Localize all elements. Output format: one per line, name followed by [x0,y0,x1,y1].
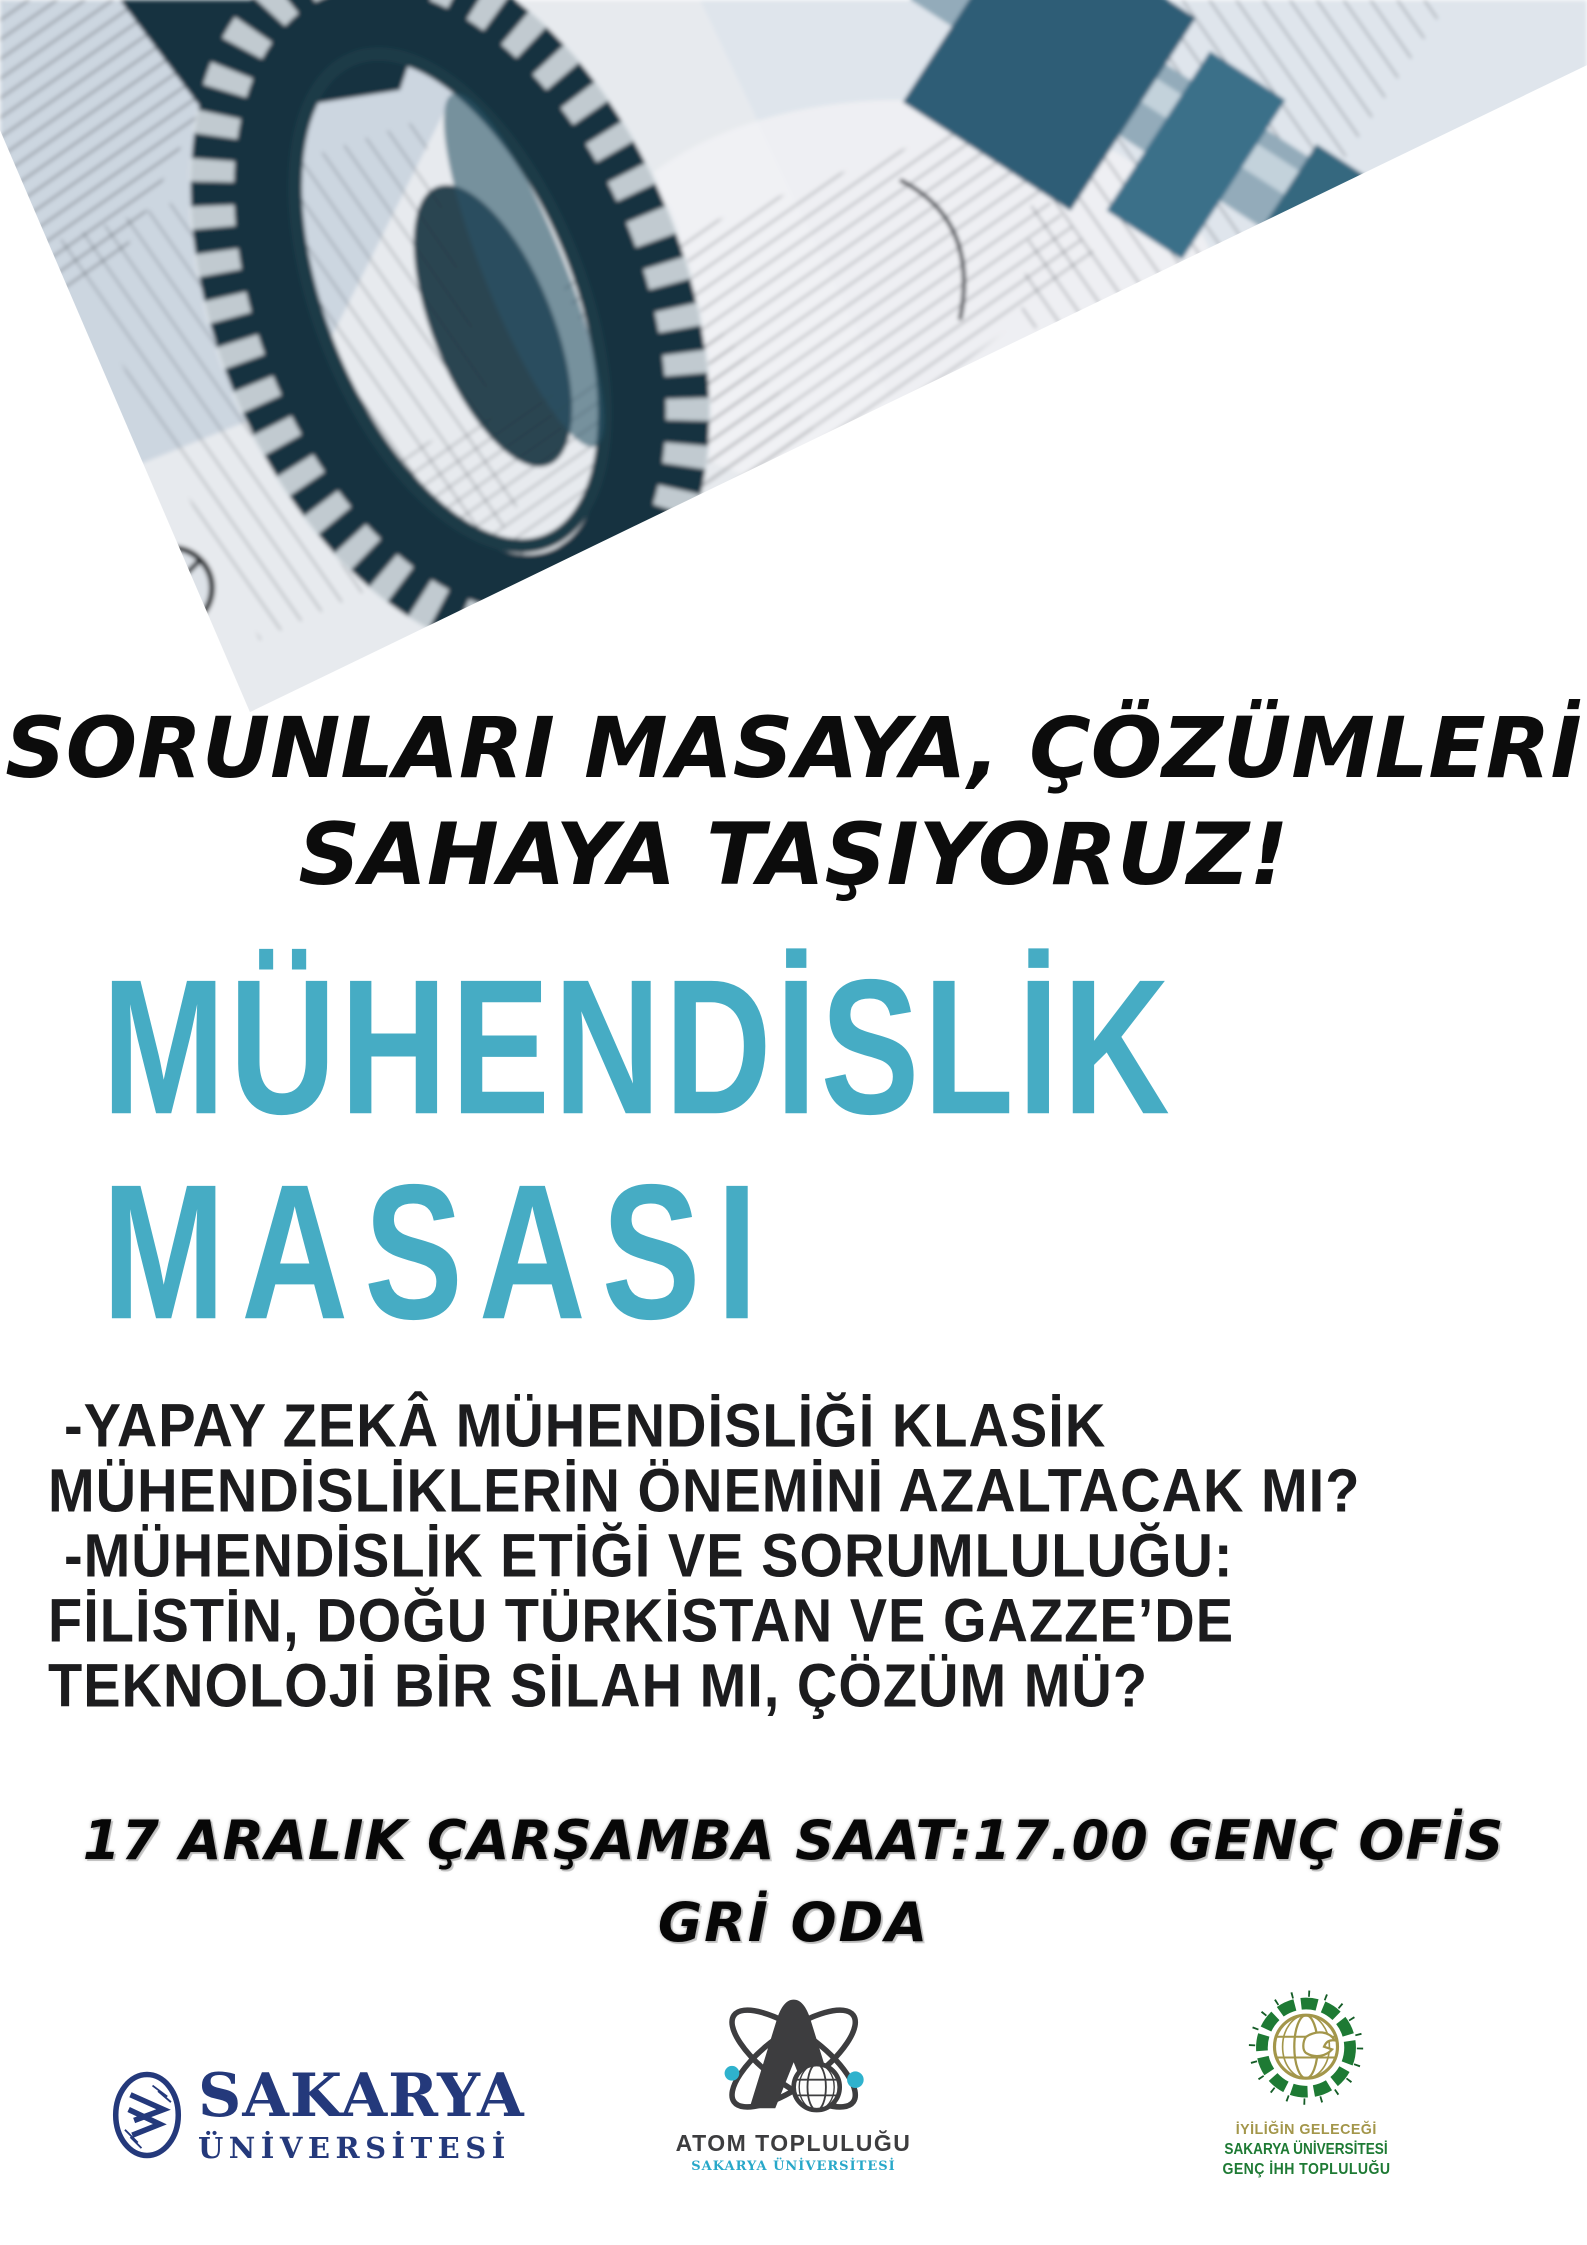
atom-electron-dot [847,2071,864,2088]
topic-line: FİLİSTİN, DOĞU TÜRKİSTAN VE GAZZE’DE [48,1585,1235,1655]
topic-line: -YAPAY ZEKÂ MÜHENDİSLİĞİ KLASİK [64,1390,1107,1460]
header-photo [0,0,1587,715]
atom-logo-title: ATOM TOPLULUĞU [675,2130,912,2156]
ihh-logo-line1: İYİLİĞİN GELECEĞİ [1235,2121,1377,2138]
sakarya-logo-title: SAKARYA [198,2061,525,2131]
topic-line: MÜHENDİSLİKLERİN ÖNEMİNİ AZALTACAK MI? [48,1455,1361,1525]
event-room-line: GRİ ODA [657,1891,930,1954]
atom-logo-subtitle: SAKARYA ÜNİVERSİTESİ [691,2159,896,2174]
atom-emblem-icon [706,1992,881,2126]
ihh-emblem-icon [1242,1990,1370,2116]
tagline-line2: SAHAYA TAŞIYORUZ! [298,805,1289,905]
atom-society-logo [676,1992,912,2173]
ihh-logo-line3: GENÇ İHH TOPLULUĞU [1221,2161,1391,2178]
sakarya-university-logo [110,2061,525,2165]
event-date-line: 17 ARALIK ÇARŞAMBA SAAT:17.00 GENÇ OFİS [82,1809,1505,1872]
sakarya-emblem-icon [110,2069,184,2161]
atom-electron-dot [724,2066,739,2081]
technical-drawing-photo [0,0,1587,715]
ihh-logo-line2: SAKARYA ÜNİVERSİTESİ [1224,2141,1388,2158]
genc-ihh-logo [1221,1990,1391,2178]
sakarya-logo-subtitle: ÜNİVERSİTESİ [198,2131,511,2165]
topic-line: -MÜHENDİSLİK ETİĞİ VE SORUMLULUĞU: [64,1520,1234,1590]
topic-line: TEKNOLOJİ BİR SİLAH MI, ÇÖZÜM MÜ? [48,1650,1149,1720]
page-title-line1: MÜHENDİSLİK [102,940,1174,1155]
page-title-line2: MASASI [102,1145,774,1360]
tagline-line1: SORUNLARI MASAYA, ÇÖZÜMLERİ [5,699,1582,797]
